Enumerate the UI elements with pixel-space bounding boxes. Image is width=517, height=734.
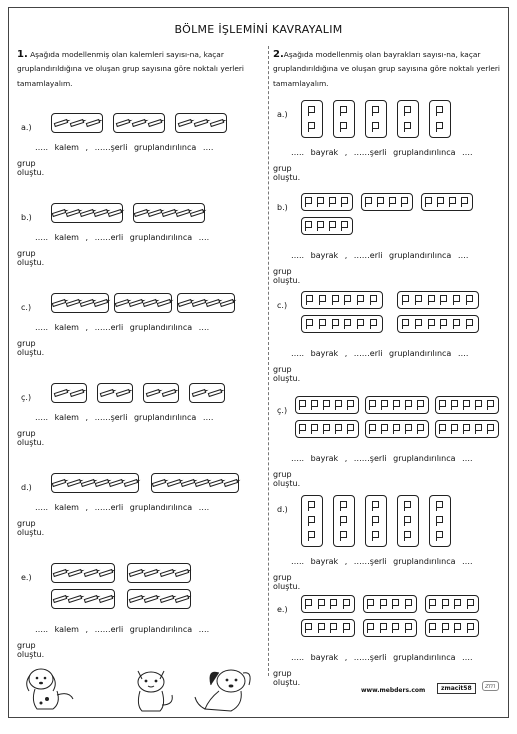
flag-icon xyxy=(306,295,314,305)
pencil-icon xyxy=(83,595,98,603)
fill-in-sentence-end: grup oluştu. xyxy=(273,573,301,591)
worksheet-page xyxy=(8,7,509,718)
right-intro-text: Aşağıda modellenmiş olan bayrakları sayısı-na, kaçar gruplandırıldığına ve oluşan grup sayısına göre noktalı yerleri tamamlayalım. xyxy=(273,50,500,88)
flag-icon xyxy=(299,400,307,410)
flag-icon xyxy=(466,319,474,329)
flag-group xyxy=(397,100,419,138)
pencil-icon xyxy=(70,119,85,127)
flag-icon xyxy=(442,623,450,633)
right-intro xyxy=(273,48,505,91)
flag-icon xyxy=(449,197,457,207)
flag-icon xyxy=(340,501,348,511)
flag-icon xyxy=(487,400,495,410)
pencil-icon xyxy=(52,299,67,307)
flag-icon xyxy=(454,623,462,633)
right-question-number: 2. xyxy=(273,49,284,60)
flag-group xyxy=(429,495,451,547)
flag-icon xyxy=(392,599,400,609)
flag-icon xyxy=(404,531,412,541)
flag-icon xyxy=(332,295,340,305)
flag-icon xyxy=(308,516,316,526)
flag-group xyxy=(425,595,479,613)
author-logo: zm xyxy=(482,681,499,691)
pencil-icon xyxy=(116,389,131,397)
flag-icon xyxy=(344,295,352,305)
flag-icon xyxy=(308,531,316,541)
flag-icon xyxy=(308,122,316,132)
flag-icon xyxy=(453,319,461,329)
flag-icon xyxy=(367,623,375,633)
pencil-icon xyxy=(144,595,159,603)
flag-group xyxy=(301,217,353,235)
pencil-group xyxy=(51,589,115,609)
exercise-label: e.) xyxy=(277,605,288,614)
pencil-group xyxy=(177,293,235,313)
exercise-label: ç.) xyxy=(21,393,32,402)
flag-group xyxy=(365,396,429,414)
flag-icon xyxy=(437,197,445,207)
pencil-icon xyxy=(192,389,207,397)
flag-icon xyxy=(323,424,331,434)
flag-icon xyxy=(405,599,413,609)
flag-icon xyxy=(372,501,380,511)
flag-icon xyxy=(401,197,409,207)
flag-icon xyxy=(380,599,388,609)
pencil-group xyxy=(114,293,172,313)
flag-icon xyxy=(347,400,355,410)
flag-icon xyxy=(372,106,380,116)
flag-icon xyxy=(429,599,437,609)
pencil-group xyxy=(51,563,115,583)
exercise-label: b.) xyxy=(277,203,288,212)
flag-icon xyxy=(317,221,325,231)
flag-icon xyxy=(442,599,450,609)
flag-icon xyxy=(340,531,348,541)
flag-icon xyxy=(436,516,444,526)
pencil-icon xyxy=(54,389,69,397)
flag-icon xyxy=(311,400,319,410)
flag-group xyxy=(295,396,359,414)
pencil-group xyxy=(51,293,109,313)
flag-icon xyxy=(340,122,348,132)
pencil-icon xyxy=(146,389,161,397)
flag-icon xyxy=(340,516,348,526)
flag-icon xyxy=(343,623,351,633)
flag-icon xyxy=(392,623,400,633)
flag-icon xyxy=(467,623,475,633)
pencil-icon xyxy=(210,119,225,127)
flag-group xyxy=(301,619,355,637)
exercise-label: d.) xyxy=(277,505,288,514)
left-question-number: 1. xyxy=(17,49,28,60)
pencil-icon xyxy=(52,209,67,217)
flag-group xyxy=(333,495,355,547)
pencil-icon xyxy=(162,389,177,397)
fill-in-sentence[interactable]: ….. kalem , ……erli gruplandırılınca …. xyxy=(35,233,210,242)
flag-icon xyxy=(372,516,380,526)
flag-icon xyxy=(341,221,349,231)
flag-group xyxy=(301,315,383,333)
pencil-icon xyxy=(68,569,83,577)
pencil-group xyxy=(51,473,139,493)
flag-group xyxy=(421,193,473,211)
flag-icon xyxy=(454,599,462,609)
fill-in-sentence[interactable]: ….. kalem , ……şerli gruplandırılınca …. xyxy=(35,143,214,152)
fill-in-sentence[interactable]: ….. kalem , ……erli gruplandırılınca …. xyxy=(35,503,210,512)
pencil-icon xyxy=(116,119,131,127)
flag-group xyxy=(301,495,323,547)
pencil-group xyxy=(51,113,103,133)
flag-group xyxy=(333,100,355,138)
flag-icon xyxy=(466,295,474,305)
flag-icon xyxy=(340,106,348,116)
pencil-icon xyxy=(148,119,163,127)
kitten-illustration xyxy=(124,665,179,715)
column-divider xyxy=(268,46,269,676)
flag-group xyxy=(435,420,499,438)
pencil-icon xyxy=(54,119,69,127)
pencil-group xyxy=(97,383,133,403)
flag-icon xyxy=(404,516,412,526)
pencil-icon xyxy=(152,479,167,487)
flag-icon xyxy=(389,197,397,207)
flag-icon xyxy=(405,424,413,434)
flag-icon xyxy=(436,501,444,511)
flag-icon xyxy=(475,400,483,410)
flag-icon xyxy=(417,424,425,434)
flag-icon xyxy=(347,424,355,434)
pencil-icon xyxy=(159,595,174,603)
pencil-group xyxy=(127,563,191,583)
fill-in-sentence-end: grup oluştu. xyxy=(17,249,45,267)
flag-group xyxy=(301,291,383,309)
pencil-icon xyxy=(129,595,144,603)
flag-icon xyxy=(381,400,389,410)
flag-icon xyxy=(372,531,380,541)
flag-icon xyxy=(440,295,448,305)
flag-icon xyxy=(428,295,436,305)
pencil-icon xyxy=(178,299,193,307)
flag-icon xyxy=(319,295,327,305)
flag-icon xyxy=(370,319,378,329)
flag-icon xyxy=(404,501,412,511)
flag-icon xyxy=(308,501,316,511)
fill-in-sentence[interactable]: ….. bayrak , ……şerli gruplandırılınca …. xyxy=(291,557,473,566)
flag-icon xyxy=(330,599,338,609)
flag-icon xyxy=(381,424,389,434)
pencil-group xyxy=(127,589,191,609)
left-intro xyxy=(17,48,261,91)
flag-icon xyxy=(451,400,459,410)
flag-icon xyxy=(305,197,313,207)
flag-icon xyxy=(405,623,413,633)
flag-icon xyxy=(404,122,412,132)
flag-icon xyxy=(402,295,410,305)
pencil-icon xyxy=(52,479,67,487)
pencil-group xyxy=(51,203,123,223)
flag-icon xyxy=(341,197,349,207)
flag-icon xyxy=(439,400,447,410)
pencil-icon xyxy=(100,389,115,397)
pencil-icon xyxy=(132,119,147,127)
pencil-icon xyxy=(83,569,98,577)
flag-icon xyxy=(332,319,340,329)
flag-icon xyxy=(357,295,365,305)
flag-group xyxy=(397,315,479,333)
flag-group xyxy=(425,619,479,637)
flag-icon xyxy=(380,623,388,633)
flag-icon xyxy=(377,197,385,207)
fill-in-sentence[interactable]: ….. kalem , ……erli gruplandırılınca …. xyxy=(35,323,210,332)
flag-group xyxy=(397,291,479,309)
pencil-icon xyxy=(70,389,85,397)
flag-icon xyxy=(475,424,483,434)
flag-icon xyxy=(372,122,380,132)
flag-group xyxy=(363,619,417,637)
flag-group xyxy=(429,100,451,138)
flag-icon xyxy=(335,424,343,434)
exercise-label: a.) xyxy=(21,123,32,132)
dog-illustration xyxy=(191,665,257,715)
flag-icon xyxy=(436,106,444,116)
exercise-label: b.) xyxy=(21,213,32,222)
flag-group xyxy=(365,420,429,438)
flag-icon xyxy=(305,623,313,633)
right-column xyxy=(273,48,505,91)
fill-in-sentence-end: grup oluştu. xyxy=(17,519,45,537)
pencil-icon xyxy=(194,119,209,127)
flag-group xyxy=(361,193,413,211)
fill-in-sentence-end: grup oluştu. xyxy=(17,339,45,357)
flag-icon xyxy=(370,295,378,305)
fill-in-sentence-end: grup oluştu. xyxy=(273,164,301,182)
exercise-label: d.) xyxy=(21,483,32,492)
flag-icon xyxy=(487,424,495,434)
pencil-group xyxy=(189,383,225,403)
flag-icon xyxy=(429,623,437,633)
left-intro-text: Aşağıda modellenmiş olan kalemleri sayısı-na, kaçar gruplandırıldığına ve oluşan grup sayısına göre noktalı yerleri tamamlayalım. xyxy=(17,50,244,88)
fill-in-sentence-end: grup oluştu. xyxy=(273,365,301,383)
flag-icon xyxy=(467,599,475,609)
flag-icon xyxy=(317,197,325,207)
pencil-group xyxy=(151,473,239,493)
flag-icon xyxy=(305,599,313,609)
flag-icon xyxy=(451,424,459,434)
flag-icon xyxy=(369,400,377,410)
flag-icon xyxy=(436,531,444,541)
pencil-icon xyxy=(159,569,174,577)
flag-icon xyxy=(404,106,412,116)
fill-in-sentence-end: grup oluştu. xyxy=(17,159,45,177)
flag-icon xyxy=(357,319,365,329)
pencil-icon xyxy=(144,569,159,577)
flag-icon xyxy=(393,400,401,410)
flag-icon xyxy=(415,319,423,329)
fill-in-sentence-end: grup oluştu. xyxy=(17,641,45,659)
author-tag: zmacit58 xyxy=(437,683,476,694)
flag-group xyxy=(365,100,387,138)
fill-in-sentence[interactable]: ….. kalem , ……şerli gruplandırılınca …. xyxy=(35,413,214,422)
flag-icon xyxy=(415,295,423,305)
flag-icon xyxy=(318,599,326,609)
flag-group xyxy=(435,396,499,414)
pencil-icon xyxy=(208,389,223,397)
puppy-illustration xyxy=(21,665,79,715)
pencil-icon xyxy=(53,569,68,577)
flag-group xyxy=(295,420,359,438)
flag-icon xyxy=(405,400,413,410)
flag-icon xyxy=(417,400,425,410)
flag-icon xyxy=(369,424,377,434)
pencil-group xyxy=(143,383,179,403)
pencil-icon xyxy=(68,595,83,603)
flag-group xyxy=(301,595,355,613)
flag-icon xyxy=(365,197,373,207)
flag-icon xyxy=(330,623,338,633)
fill-in-sentence[interactable]: ….. kalem , ……erli gruplandırılınca …. xyxy=(35,625,210,634)
fill-in-sentence[interactable]: ….. bayrak , ……şerli gruplandırılınca …. xyxy=(291,148,473,157)
exercise-label: a.) xyxy=(277,110,288,119)
flag-icon xyxy=(428,319,436,329)
flag-icon xyxy=(425,197,433,207)
flag-group xyxy=(301,100,323,138)
left-column xyxy=(17,48,261,91)
flag-icon xyxy=(306,319,314,329)
pencil-group xyxy=(51,383,87,403)
pencil-group xyxy=(113,113,165,133)
page-title: BÖLME İŞLEMİNİ KAVRAYALIM xyxy=(174,23,343,36)
fill-in-sentence[interactable]: ….. bayrak , ……erli gruplandırılınca …. xyxy=(291,251,469,260)
flag-icon xyxy=(335,400,343,410)
pencil-icon xyxy=(134,209,149,217)
exercise-label: ç.) xyxy=(277,406,288,415)
fill-in-sentence[interactable]: ….. bayrak , ……erli gruplandırılınca …. xyxy=(291,349,469,358)
flag-icon xyxy=(463,424,471,434)
pencil-group xyxy=(175,113,227,133)
flag-icon xyxy=(344,319,352,329)
flag-group xyxy=(301,193,353,211)
fill-in-sentence-end: grup oluştu. xyxy=(273,267,301,285)
flag-group xyxy=(363,595,417,613)
flag-icon xyxy=(311,424,319,434)
pencil-icon xyxy=(129,569,144,577)
fill-in-sentence[interactable]: ….. bayrak , ……şerli gruplandırılınca …. xyxy=(291,653,473,662)
flag-icon xyxy=(436,122,444,132)
flag-icon xyxy=(329,221,337,231)
flag-icon xyxy=(402,319,410,329)
exercise-label: e.) xyxy=(21,573,32,582)
flag-icon xyxy=(461,197,469,207)
flag-icon xyxy=(367,599,375,609)
pencil-icon xyxy=(115,299,130,307)
flag-icon xyxy=(393,424,401,434)
flag-icon xyxy=(440,319,448,329)
flag-icon xyxy=(329,197,337,207)
flag-group xyxy=(397,495,419,547)
fill-in-sentence-end: grup oluştu. xyxy=(273,669,301,687)
flag-icon xyxy=(453,295,461,305)
flag-icon xyxy=(343,599,351,609)
exercise-label: c.) xyxy=(277,301,288,310)
footer-url[interactable]: www.mebders.com xyxy=(361,687,426,694)
flag-icon xyxy=(305,221,313,231)
flag-icon xyxy=(439,424,447,434)
flag-icon xyxy=(319,319,327,329)
pencil-icon xyxy=(86,119,101,127)
fill-in-sentence-end: grup oluştu. xyxy=(17,429,45,447)
flag-icon xyxy=(318,623,326,633)
flag-icon xyxy=(323,400,331,410)
flag-group xyxy=(365,495,387,547)
pencil-icon xyxy=(53,595,68,603)
pencil-icon xyxy=(178,119,193,127)
flag-icon xyxy=(308,106,316,116)
fill-in-sentence-end: grup oluştu. xyxy=(273,470,301,488)
flag-icon xyxy=(463,400,471,410)
exercise-label: c.) xyxy=(21,303,32,312)
flag-icon xyxy=(299,424,307,434)
pencil-group xyxy=(133,203,205,223)
fill-in-sentence[interactable]: ….. bayrak , ……şerli gruplandırılınca …. xyxy=(291,454,473,463)
